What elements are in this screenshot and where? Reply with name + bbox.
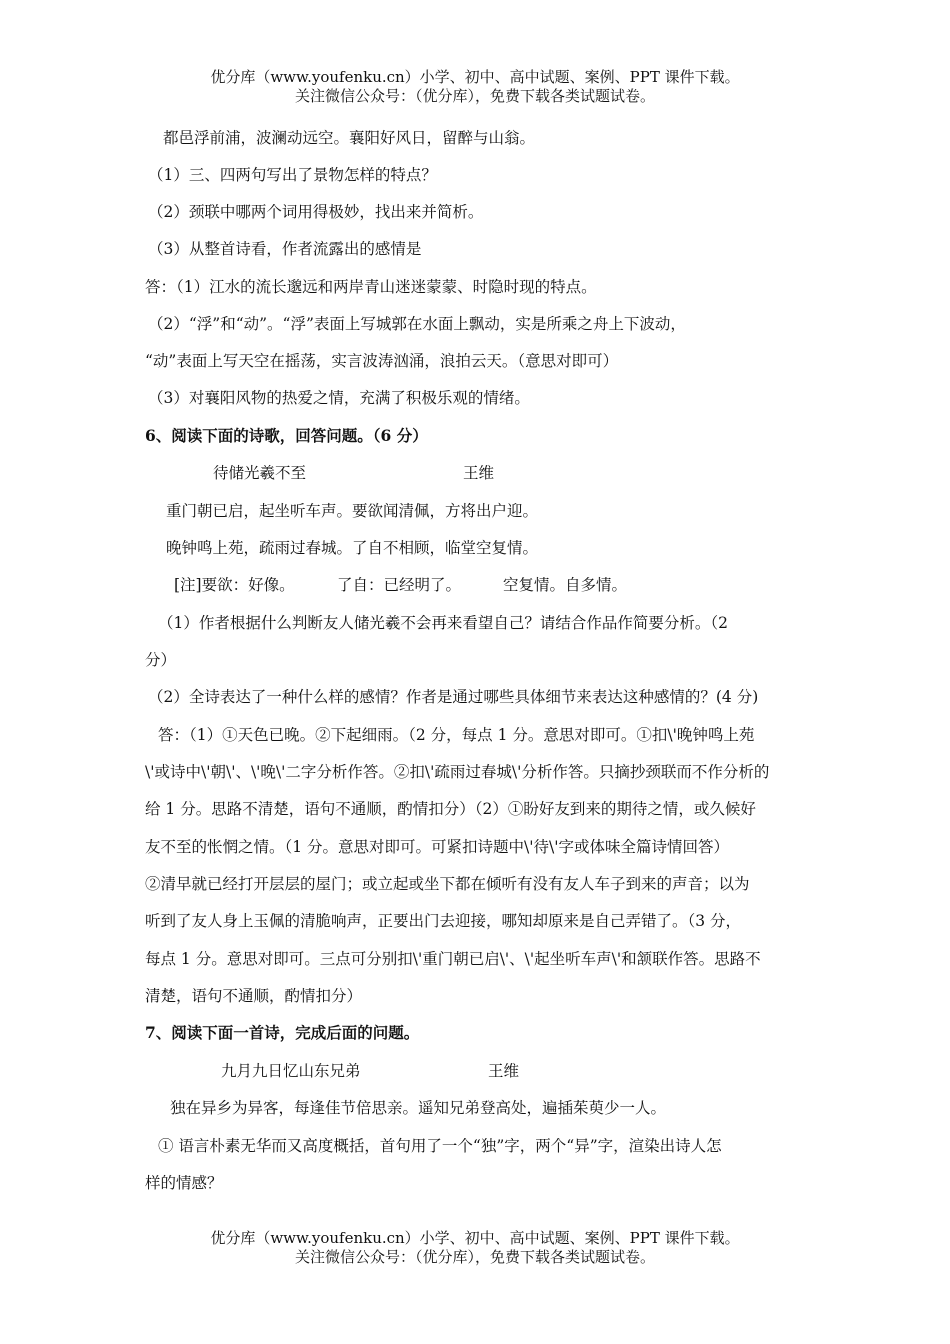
- page-header: [0, 68, 950, 106]
- q5-sub-question-1: （1）三、四两句写出了景物怎样的特点？: [148, 166, 437, 184]
- q6-answer-line: 听到了友人身上玉佩的清脆响声，正要出门去迎接，哪知却原来是自己弄错了。（3 分，: [145, 912, 742, 930]
- header-line-1: 优分库（www.youfenku.cn）小学、初中、高中试题、案例、PPT 课件下载。: [210, 68, 740, 86]
- q6-answer-line: 答：（1）①天色已晚。②下起细雨。（2 分，每点 1 分。意思对即可。①扣\'晚钟鸣上苑: [158, 726, 755, 744]
- q7-heading: 7、阅读下面一首诗，完成后面的问题。: [145, 1023, 420, 1042]
- q5-sub-question-2: （2）颈联中哪两个词用得极妙，找出来并简析。: [148, 203, 484, 221]
- q6-sub-question-1b: 分）: [145, 651, 177, 669]
- q6-answer-line: 给 1 分。思路不清楚，语句不通顺，酌情扣分）（2）①盼好友到来的期待之情，或久候好: [145, 800, 756, 818]
- q6-sub-question-1a: （1）作者根据什么判断友人储光羲不会再来看望自己？请结合作品作简要分析。（2: [158, 614, 728, 632]
- q7-sub-question-1b: 样的情感？: [145, 1174, 223, 1192]
- q5-sub-question-3: （3）从整首诗看，作者流露出的感情是: [148, 240, 422, 258]
- q6-answer-line: 每点 1 分。意思对即可。三点可分别扣\'重门朝已启\'、\'起坐听车声\'和颔联作答。思路不: [145, 950, 761, 968]
- q6-poem-line-2: 晚钟鸣上苑，疏雨过春城。了自不相顾，临堂空复情。: [166, 539, 539, 557]
- q6-note-c: 空复情。自多情。: [503, 576, 628, 594]
- q6-answer-line: ②清早就已经打开层层的屋门；或立起或坐下都在倾听有没有友人车子到来的声音；以为: [145, 875, 750, 893]
- footer-line-2: 关注微信公众号：（优分库），免费下载各类试题试卷。: [294, 1248, 655, 1266]
- q6-answer-line: 清楚，语句不通顺，酌情扣分）: [145, 987, 363, 1005]
- q6-answer-line: \'或诗中\'朝\'、\'晚\'二字分析作答。②扣\'疏雨过春城\'分析作答。只摘抄颈联而不作分析的: [145, 763, 770, 781]
- q6-heading: 6、阅读下面的诗歌，回答问题。（6 分）: [145, 426, 428, 445]
- q7-sub-question-1a: ① 语言朴素无华而又高度概括，首句用了一个“独”字，两个“异”字，渲染出诗人怎: [158, 1137, 722, 1155]
- q6-poem-title: 待储光羲不至: [213, 464, 307, 482]
- q6-poem-line-1: 重门朝已启，起坐听车声。要欲闻清佩，方将出户迎。: [166, 502, 539, 520]
- q5-answer-3: （3）对襄阳风物的热爱之情，充满了积极乐观的情绪。: [148, 389, 530, 407]
- q6-note-a: [注]要欲：好像。: [174, 576, 295, 594]
- page-footer: [0, 1229, 950, 1267]
- q5-poem-tail: 都邑浮前浦，波澜动远空。襄阳好风日，留醉与山翁。: [163, 129, 536, 147]
- q7-poem-author: 王维: [488, 1062, 520, 1080]
- q6-note-b: 了自：已经明了。: [337, 576, 462, 594]
- footer-line-1: 优分库（www.youfenku.cn）小学、初中、高中试题、案例、PPT 课件下载。: [210, 1229, 740, 1247]
- q7-poem-line-1: 独在异乡为异客，每逢佳节倍思亲。遥知兄弟登高处，遍插茱萸少一人。: [170, 1099, 667, 1117]
- q7-poem-title: 九月九日忆山东兄弟: [221, 1062, 361, 1080]
- q6-sub-question-2: （2）全诗表达了一种什么样的感情？作者是通过哪些具体细节来表达这种感情的？(4 分): [148, 688, 759, 706]
- q6-poem-author: 王维: [463, 464, 495, 482]
- q5-answer-2b: “动”表面上写天空在摇荡，实言波涛汹涌，浪拍云天。（意思对即可）: [145, 352, 619, 370]
- q5-answer-2a: （2）“浮”和“动”。“浮”表面上写城郭在水面上飘动，实是所乘之舟上下波动，: [148, 315, 686, 333]
- header-line-2: 关注微信公众号：（优分库），免费下载各类试题试卷。: [294, 87, 655, 105]
- q5-answer-1: 答：（1）江水的流长邈远和两岸青山迷迷蒙蒙、时隐时现的特点。: [145, 278, 597, 296]
- q6-answer-line: 友不至的怅惘之情。（1 分。意思对即可。可紧扣诗题中\'待\'字或体味全篇诗情回答）: [145, 838, 730, 856]
